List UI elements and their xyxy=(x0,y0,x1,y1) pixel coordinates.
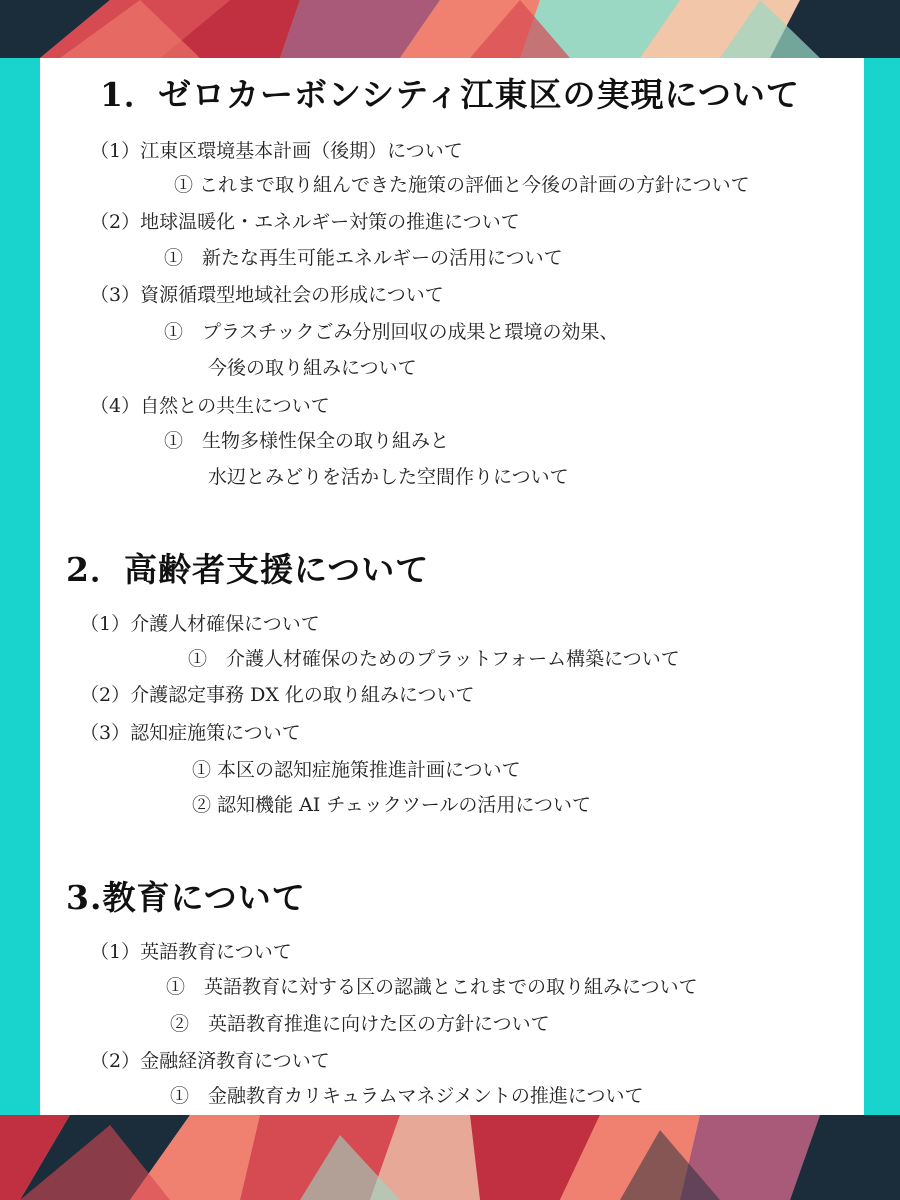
section-2-heading: 2．高齢者支援について xyxy=(66,550,430,589)
section-2-item-3-sub-1: ① 本区の認知症施策推進計画について xyxy=(192,759,521,781)
section-1-item-4-sub-1: ① 生物多様性保全の取り組みと xyxy=(164,430,450,452)
section-1-item-1: （1）江東区環境基本計画（後期）について xyxy=(90,140,463,162)
document-page xyxy=(40,58,864,1115)
section-3-item-1: （1）英語教育について xyxy=(90,941,292,963)
section-2-item-1: （1）介護人材確保について xyxy=(80,613,320,635)
section-3-item-1-sub-1: ① 英語教育に対する区の認識とこれまでの取り組みについて xyxy=(166,976,698,998)
section-1-item-3-sub-1: ① プラスチックごみ分別回収の成果と環境の効果、 xyxy=(164,321,619,343)
section-1-item-3-sub-1-cont: 今後の取り組みについて xyxy=(208,357,417,379)
section-1-item-3: （3）資源循環型地域社会の形成について xyxy=(90,284,444,306)
section-1-item-4: （4）自然との共生について xyxy=(90,395,330,417)
section-3-item-2: （2）金融経済教育について xyxy=(90,1050,330,1072)
section-1-heading: 1．ゼロカーボンシティ江東区の実現について xyxy=(100,75,800,114)
section-3-item-2-sub-1: ① 金融教育カリキュラムマネジメントの推進について xyxy=(170,1085,644,1107)
section-2-item-3-sub-2: ② 認知機能 AI チェックツールの活用について xyxy=(192,794,592,816)
section-3-heading: 3.教育について xyxy=(66,878,306,917)
section-3-item-1-sub-2: ② 英語教育推進に向けた区の方針について xyxy=(170,1013,550,1035)
section-2-item-3: （3）認知症施策について xyxy=(80,722,301,744)
decorative-pattern-bottom xyxy=(0,1115,900,1200)
section-2-item-2: （2）介護認定事務 DX 化の取り組みについて xyxy=(80,684,475,706)
section-2-item-1-sub-1: ① 介護人材確保のためのプラットフォーム構築について xyxy=(188,648,680,670)
decorative-pattern-top xyxy=(0,0,900,58)
section-1-item-2: （2）地球温暖化・エネルギー対策の推進について xyxy=(90,211,520,233)
section-1-item-1-sub-1: ① これまで取り組んできた施策の評価と今後の計画の方針について xyxy=(174,174,750,196)
section-1-item-4-sub-1-cont: 水辺とみどりを活かした空間作りについて xyxy=(208,466,569,488)
section-1-item-2-sub-1: ① 新たな再生可能エネルギーの活用について xyxy=(164,247,563,269)
